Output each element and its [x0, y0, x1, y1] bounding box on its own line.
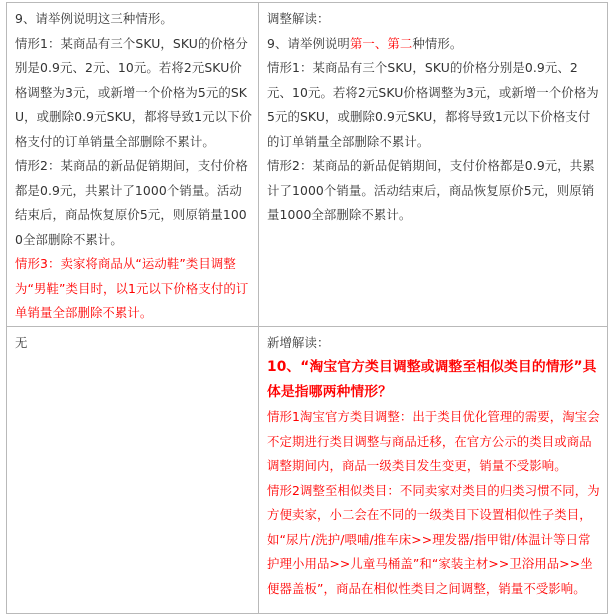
adjusted-case-2-text: 情形2：某商品的新品促销期间，支付价格都是0.9元，共累计了1000个销量。活动结束后，商品恢复原价5元，则原销量1000全部删除不累计。	[267, 158, 595, 222]
question-suffix: 种情形。	[412, 35, 463, 51]
question-title: 9、请举例说明这三种情形。	[15, 11, 173, 26]
original-rules-cell	[7, 3, 259, 327]
added-rules-cell	[259, 326, 608, 613]
comparison-table	[6, 2, 608, 614]
case-3-text: 情形3：卖家将商品从“运动鞋”类目调整为“男鞋”类目时，以1元以下价格支付的订单销量全部删除不累计。	[15, 256, 249, 320]
added-case-2-text: 情形2调整至相似类目：不同卖家对类目的归类习惯不同，为方便卖家，小二会在不同的一级类目下设置相似性子类目，如“尿片/洗护/喂哺/推车床>>理发器/指甲钳/体温计等日常护理小用品>>儿童马桶盖”和“家装主材>>卫浴用品>>坐便器盖板”，商品在相似性类目之间调整，销量不受影响。	[267, 482, 600, 596]
table-row	[7, 3, 608, 327]
added-header: 新增解读：	[267, 334, 330, 350]
adjusted-rules-cell	[259, 3, 608, 327]
question-highlight: 第一、第二	[349, 35, 413, 51]
adjusted-header: 调整解读：	[267, 11, 330, 26]
none-cell	[7, 326, 259, 613]
none-text: 无	[15, 334, 28, 350]
case-2-text: 情形2：某商品的新品促销期间，支付价格都是0.9元，共累计了1000个销量。活动结束后，商品恢复原价5元，则原销量1000全部删除不累计。	[15, 158, 248, 247]
table-row	[7, 326, 608, 613]
adjusted-case-1-text: 情形1：某商品有三个SKU，SKU的价格分别是0.9元、2元、10元。若将2元SKU价格调整为3元，或新增一个价格为5元的SKU，或删除0.9元SKU，都将导致1元以下价格支付的订单销量全部删除不累计。	[267, 60, 599, 149]
adjusted-question-title	[267, 32, 602, 57]
question-prefix: 9、请举例说明	[267, 35, 350, 51]
added-case-1-text: 情形1淘宝官方类目调整：出于类目优化管理的需要，淘宝会不定期进行类目调整与商品迁移，在官方公示的类目或商品调整期间内，商品一级类目发生变更，销量不受影响。	[267, 409, 600, 473]
case-1-text: 情形1：某商品有三个SKU，SKU的价格分别是0.9元、2元、10元。若将2元SKU价格调整为3元，或新增一个价格为5元的SKU，或删除0.9元SKU，都将导致1元以下价格支付的订单销量全部删除不累计。	[15, 35, 253, 149]
question-10-title: 10、“淘宝官方类目调整或调整至相似类目的情形”具体是指哪两种情形？	[267, 359, 597, 400]
